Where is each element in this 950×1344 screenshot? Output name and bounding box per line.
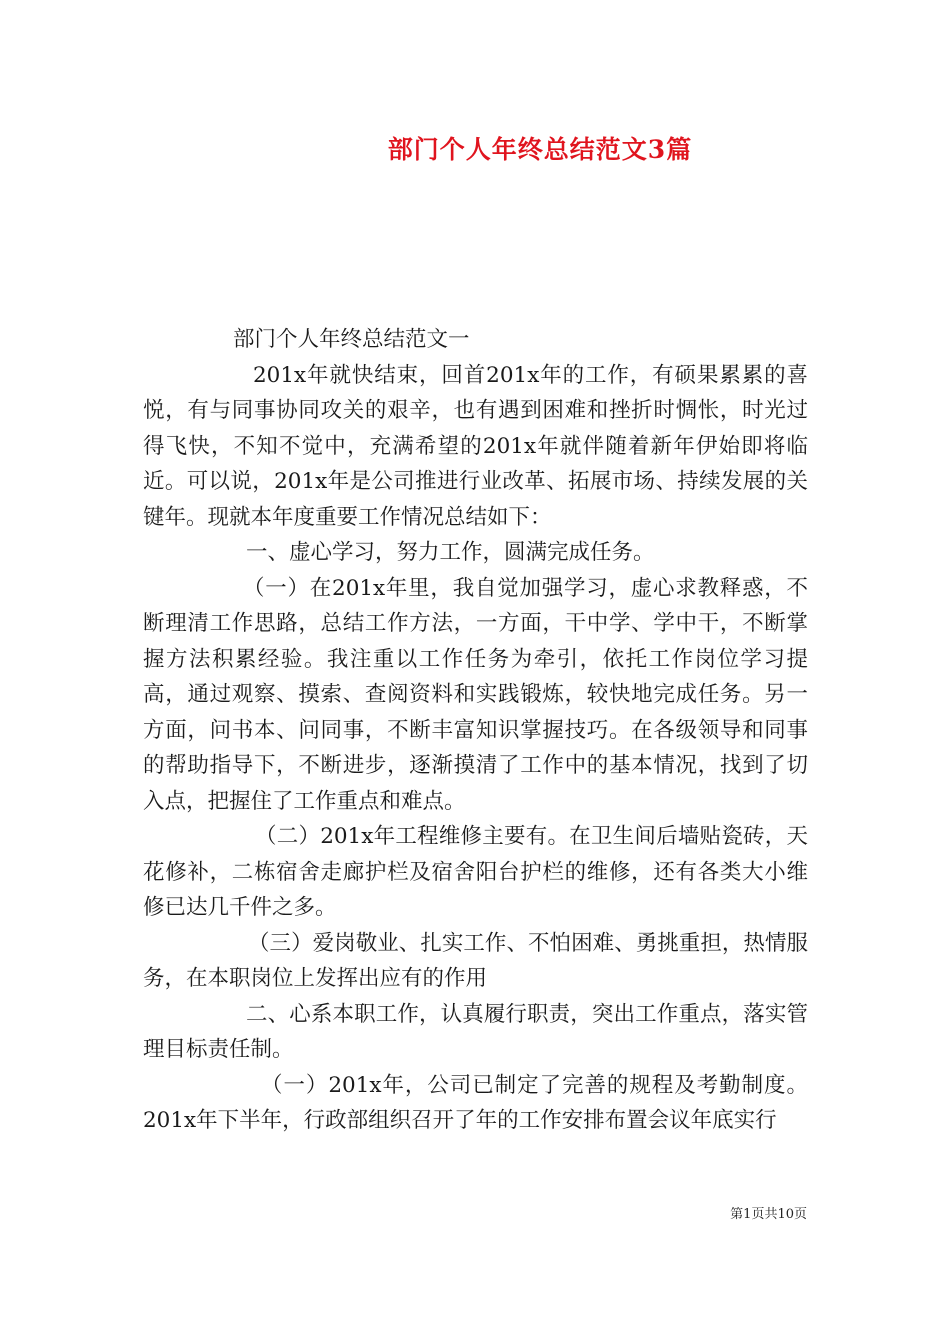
sub-point-2-1: （一）201x年，公司已制定了完善的规程及考勤制度。201x年下半年，行政部组织召开了年的工作安排布置会议年底实行 (143, 1072, 808, 1133)
document-body (143, 322, 808, 1139)
sub-point-1-1: （一）在201x年里，我自觉加强学习，虚心求教释惑，不断理清工作思路，总结工作方法，一方面，干中学、学中干，不断掌握方法积累经验。我注重以工作任务为牵引，依托工作岗位学习提高，通过观察、摸索、查阅资料和实践锻炼，较快地完成任务。另一方面，问书本、问同事，不断丰富知识掌握技巧。在各级领导和同事的帮助指导下，不断进步，逐渐摸清了工作中的基本情况，找到了切入点，把握住了工作重点和难点。 (143, 575, 808, 814)
point-one-heading: 一、虚心学习，努力工作，圆满完成任务。 (246, 540, 655, 565)
page-number: 第1页共10页 (730, 1207, 807, 1222)
sub-point-1-2: （二）201x年工程维修主要有。在卫生间后墙贴瓷砖，天花修补，二栋宿舍走廊护栏及宿舍阳台护栏的维修，还有各类大小维修已达几千件之多。 (143, 824, 808, 920)
document-title: 部门个人年终总结范文3篇 (387, 135, 693, 164)
intro-paragraph: 201x年就快结束，回首201x年的工作，有硕果累累的喜悦，有与同事协同攻关的艰辛，也有遇到困难和挫折时惆怅，时光过得飞快，不知不觉中，充满希望的201x年就伴随着新年伊始即将临近。可以说，201x年是公司推进行业改革、拓展市场、持续发展的关键年。现就本年度重要工作情况总结如下： (143, 362, 808, 530)
section-heading: 部门个人年终总结范文一 (233, 327, 470, 352)
point-two-heading: 二、心系本职工作，认真履行职责，突出工作重点，落实管理目标责任制。 (143, 1001, 808, 1062)
sub-point-1-3: （三）爱岗敬业、扎实工作、不怕困难、勇挑重担，热情服务，在本职岗位上发挥出应有的作用 (143, 930, 808, 991)
